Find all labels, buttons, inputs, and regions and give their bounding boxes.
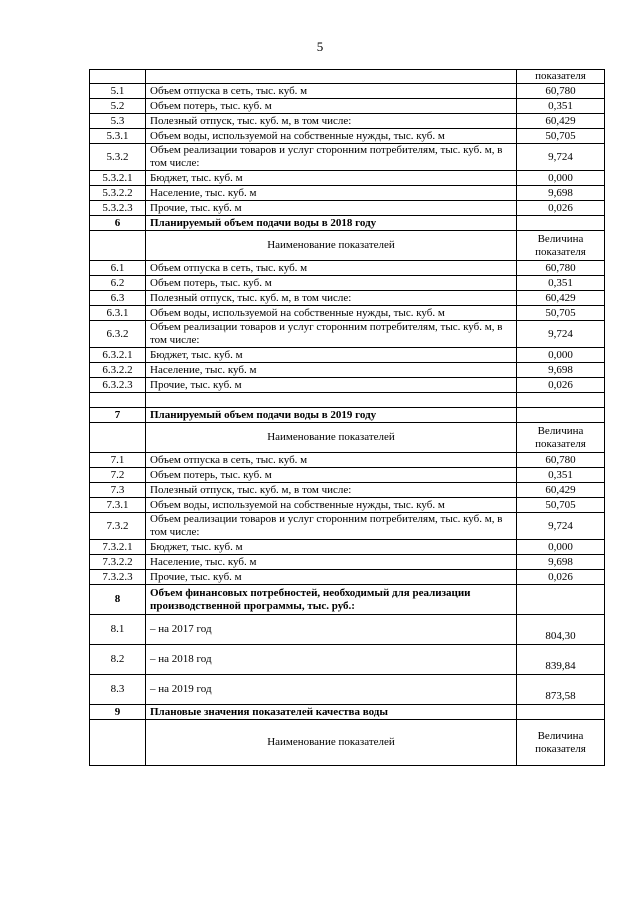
indicator-name: Объем потерь, тыс. куб. м bbox=[146, 276, 517, 291]
column-header-row bbox=[90, 423, 605, 453]
indicator-name: Объем воды, используемой на собственные нужды, тыс. куб. м bbox=[146, 306, 517, 321]
table-row bbox=[90, 615, 605, 645]
indicator-value: 0,026 bbox=[517, 378, 605, 393]
row-number: 6.1 bbox=[90, 261, 146, 276]
empty-cell bbox=[90, 70, 146, 84]
table-row bbox=[90, 348, 605, 363]
section-title: Объем финансовых потребностей, необходимый для реализации производственной программы, тыс. руб.: bbox=[146, 585, 517, 615]
table-row bbox=[90, 276, 605, 291]
table-row bbox=[90, 306, 605, 321]
table-row bbox=[90, 201, 605, 216]
column-header-name: Наименование показателей bbox=[146, 231, 517, 261]
row-number: 7.3.2.3 bbox=[90, 570, 146, 585]
table-row bbox=[90, 453, 605, 468]
empty-cell bbox=[517, 585, 605, 615]
section-number: 8 bbox=[90, 585, 146, 615]
indicator-value: 60,780 bbox=[517, 453, 605, 468]
table-row bbox=[90, 114, 605, 129]
indicator-value: 50,705 bbox=[517, 129, 605, 144]
indicator-name: Объем реализации товаров и услуг сторонним потребителям, тыс. куб. м, в том числе: bbox=[146, 321, 517, 348]
indicator-name: Полезный отпуск, тыс. куб. м, в том числе: bbox=[146, 483, 517, 498]
table-row bbox=[90, 129, 605, 144]
indicator-name: Бюджет, тыс. куб. м bbox=[146, 348, 517, 363]
indicator-name: Объем потерь, тыс. куб. м bbox=[146, 99, 517, 114]
indicator-value: 0,000 bbox=[517, 540, 605, 555]
continuation-header-row bbox=[90, 70, 605, 84]
section-title: Планируемый объем подачи воды в 2019 году bbox=[146, 408, 517, 423]
row-number: 6.3.2.1 bbox=[90, 348, 146, 363]
indicator-name: Население, тыс. куб. м bbox=[146, 186, 517, 201]
row-number: 5.3.2.3 bbox=[90, 201, 146, 216]
table-row bbox=[90, 321, 605, 348]
row-number: 5.2 bbox=[90, 99, 146, 114]
indicator-name: Бюджет, тыс. куб. м bbox=[146, 540, 517, 555]
empty-cell bbox=[517, 408, 605, 423]
row-number: 6.3.2 bbox=[90, 321, 146, 348]
row-number: 7.3.2 bbox=[90, 513, 146, 540]
section-title: Планируемый объем подачи воды в 2018 году bbox=[146, 216, 517, 231]
indicator-value: 50,705 bbox=[517, 498, 605, 513]
indicators-table bbox=[89, 69, 605, 766]
empty-cell bbox=[517, 393, 605, 408]
empty-cell bbox=[517, 705, 605, 720]
section-number: 9 bbox=[90, 705, 146, 720]
indicator-name: Прочие, тыс. куб. м bbox=[146, 570, 517, 585]
table-row bbox=[90, 483, 605, 498]
empty-cell bbox=[90, 231, 146, 261]
indicator-name: Население, тыс. куб. м bbox=[146, 555, 517, 570]
indicator-value: 60,780 bbox=[517, 84, 605, 99]
indicator-value: 9,724 bbox=[517, 144, 605, 171]
indicator-value: 0,026 bbox=[517, 570, 605, 585]
indicator-name: – на 2019 год bbox=[146, 675, 517, 705]
indicator-name: Объем реализации товаров и услуг сторонним потребителям, тыс. куб. м, в том числе: bbox=[146, 513, 517, 540]
indicator-name: Объем воды, используемой на собственные нужды, тыс. куб. м bbox=[146, 498, 517, 513]
table-row bbox=[90, 378, 605, 393]
indicator-value: 0,351 bbox=[517, 468, 605, 483]
indicator-name: Полезный отпуск, тыс. куб. м, в том числе: bbox=[146, 114, 517, 129]
row-number: 5.3 bbox=[90, 114, 146, 129]
column-header-value: Величина показателя bbox=[517, 720, 605, 766]
indicator-name: Объем отпуска в сеть, тыс. куб. м bbox=[146, 84, 517, 99]
row-number: 8.2 bbox=[90, 645, 146, 675]
page-number: 5 bbox=[316, 39, 324, 54]
table-row bbox=[90, 468, 605, 483]
section-title-row bbox=[90, 705, 605, 720]
indicator-name: Объем реализации товаров и услуг сторонним потребителям, тыс. куб. м, в том числе: bbox=[146, 144, 517, 171]
row-number: 6.3.2.3 bbox=[90, 378, 146, 393]
row-number: 6.2 bbox=[90, 276, 146, 291]
table-row bbox=[90, 540, 605, 555]
row-number: 5.3.2.2 bbox=[90, 186, 146, 201]
table-row bbox=[90, 675, 605, 705]
indicator-name: Бюджет, тыс. куб. м bbox=[146, 171, 517, 186]
table-row bbox=[90, 99, 605, 114]
indicator-name: Объем отпуска в сеть, тыс. куб. м bbox=[146, 261, 517, 276]
indicator-value: 9,724 bbox=[517, 513, 605, 540]
indicator-value: 0,000 bbox=[517, 171, 605, 186]
indicator-name: Население, тыс. куб. м bbox=[146, 363, 517, 378]
row-number: 6.3.1 bbox=[90, 306, 146, 321]
column-header-value: Величина показателя bbox=[517, 423, 605, 453]
empty-cell bbox=[517, 216, 605, 231]
indicator-value: 873,58 bbox=[517, 675, 605, 705]
indicator-value: 60,780 bbox=[517, 261, 605, 276]
indicator-value: 60,429 bbox=[517, 291, 605, 306]
row-number: 8.3 bbox=[90, 675, 146, 705]
section-number: 7 bbox=[90, 408, 146, 423]
indicator-value: 804,30 bbox=[517, 615, 605, 645]
column-header-value: показателя bbox=[517, 70, 605, 84]
row-number: 6.3 bbox=[90, 291, 146, 306]
row-number: 5.3.2 bbox=[90, 144, 146, 171]
row-number: 7.3.1 bbox=[90, 498, 146, 513]
indicator-value: 0,026 bbox=[517, 201, 605, 216]
table-row bbox=[90, 363, 605, 378]
row-number: 5.3.1 bbox=[90, 129, 146, 144]
column-header-name: Наименование показателей bbox=[146, 423, 517, 453]
indicator-name: Объем отпуска в сеть, тыс. куб. м bbox=[146, 453, 517, 468]
indicator-value: 9,698 bbox=[517, 555, 605, 570]
column-header-row bbox=[90, 720, 605, 766]
empty-cell bbox=[90, 720, 146, 766]
column-header-row bbox=[90, 231, 605, 261]
table-row bbox=[90, 645, 605, 675]
table-row bbox=[90, 291, 605, 306]
table-row bbox=[90, 570, 605, 585]
indicator-value: 50,705 bbox=[517, 306, 605, 321]
indicator-value: 839,84 bbox=[517, 645, 605, 675]
indicator-value: 0,351 bbox=[517, 99, 605, 114]
table-row bbox=[90, 186, 605, 201]
table-row bbox=[90, 84, 605, 99]
section-title-row bbox=[90, 585, 605, 615]
table-row bbox=[90, 144, 605, 171]
row-number: 7.1 bbox=[90, 453, 146, 468]
table-row bbox=[90, 513, 605, 540]
empty-cell bbox=[146, 393, 517, 408]
indicator-value: 60,429 bbox=[517, 114, 605, 129]
column-header-name: Наименование показателей bbox=[146, 720, 517, 766]
column-header-value: Величина показателя bbox=[517, 231, 605, 261]
indicator-value: 9,698 bbox=[517, 363, 605, 378]
indicator-value: 9,698 bbox=[517, 186, 605, 201]
table-row bbox=[90, 171, 605, 186]
indicator-name: – на 2018 год bbox=[146, 645, 517, 675]
spacer-row bbox=[90, 393, 605, 408]
section-title-row bbox=[90, 216, 605, 231]
row-number: 6.3.2.2 bbox=[90, 363, 146, 378]
table-row bbox=[90, 498, 605, 513]
indicator-value: 0,000 bbox=[517, 348, 605, 363]
row-number: 5.1 bbox=[90, 84, 146, 99]
indicator-value: 9,724 bbox=[517, 321, 605, 348]
table-row bbox=[90, 555, 605, 570]
indicator-value: 60,429 bbox=[517, 483, 605, 498]
row-number: 7.3.2.2 bbox=[90, 555, 146, 570]
section-number: 6 bbox=[90, 216, 146, 231]
row-number: 5.3.2.1 bbox=[90, 171, 146, 186]
empty-cell bbox=[90, 393, 146, 408]
section-title: Плановые значения показателей качества воды bbox=[146, 705, 517, 720]
row-number: 7.3.2.1 bbox=[90, 540, 146, 555]
section-title-row bbox=[90, 408, 605, 423]
row-number: 7.3 bbox=[90, 483, 146, 498]
indicator-name: Прочие, тыс. куб. м bbox=[146, 378, 517, 393]
empty-cell bbox=[146, 70, 517, 84]
indicator-name: Объем потерь, тыс. куб. м bbox=[146, 468, 517, 483]
row-number: 7.2 bbox=[90, 468, 146, 483]
indicator-name: Объем воды, используемой на собственные нужды, тыс. куб. м bbox=[146, 129, 517, 144]
indicator-name: Полезный отпуск, тыс. куб. м, в том числе: bbox=[146, 291, 517, 306]
row-number: 8.1 bbox=[90, 615, 146, 645]
table-row bbox=[90, 261, 605, 276]
empty-cell bbox=[90, 423, 146, 453]
indicator-name: Прочие, тыс. куб. м bbox=[146, 201, 517, 216]
indicator-name: – на 2017 год bbox=[146, 615, 517, 645]
indicator-value: 0,351 bbox=[517, 276, 605, 291]
